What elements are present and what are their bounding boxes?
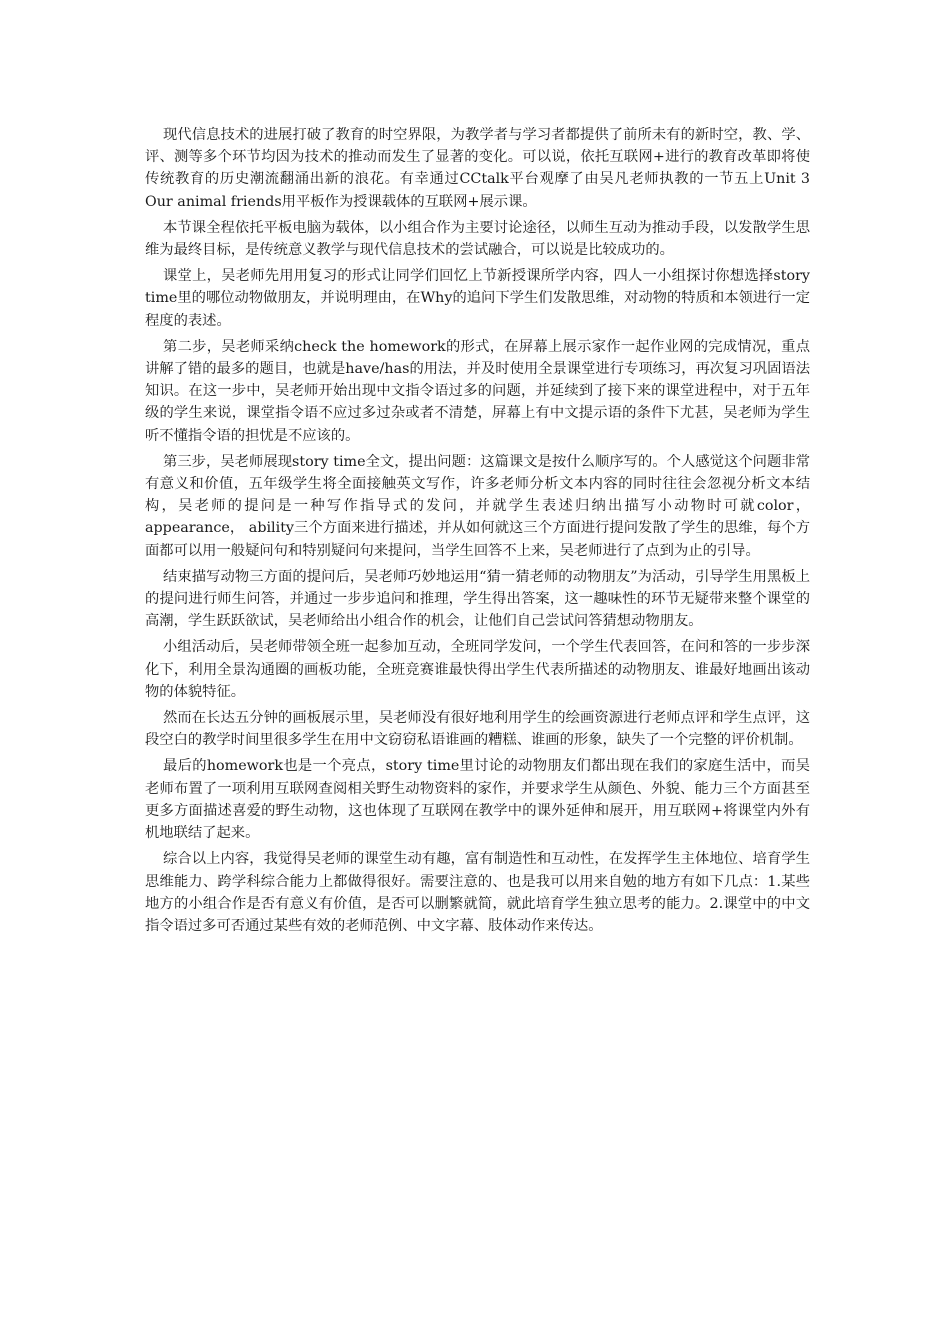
document-body — [145, 124, 810, 941]
paragraph-3: 课堂上，吴老师先用用复习的形式让同学们回忆上节新授课所学内容，四人一小组探讨你想选择story time里的哪位动物做朋友，并说明理由，在Why的追问下学生们发散思维，对动物的特质和本领进行一定程度的表述。 — [145, 268, 810, 329]
paragraph-8: 然而在长达五分钟的画板展示里，吴老师没有很好地利用学生的绘画资源进行老师点评和学生点评，这段空白的教学时间里很多学生在用中文窃窃私语谁画的糟糕、谁画的形象，缺失了一个完整的评价机制。 — [145, 710, 810, 749]
paragraph-2: 本节课全程依托平板电脑为载体，以小组合作为主要讨论途径，以师生互动为推动手段，以发散学生思维为最终目标，是传统意义教学与现代信息技术的尝试融合，可以说是比较成功的。 — [145, 219, 810, 259]
paragraph-1: 现代信息技术的进展打破了教育的时空界限，为教学者与学习者都提供了前所未有的新时空，教、学、评、测等多个环节均因为技术的推动而发生了显著的变化。可以说，依托互联网+进行的教育改革即将使传统教育的历史潮流翻涌出新的浪花。有幸通过CCtalk平台观摩了由吴凡老师执教的一节五上Unit 3 Our animal friends用平板作为授课载体的互联网+展示课。 — [145, 127, 810, 210]
paragraph-10: 综合以上内容，我觉得吴老师的课堂生动有趣，富有制造性和互动性，在发挥学生主体地位、培育学生思维能力、跨学科综合能力上都做得很好。需要注意的、也是我可以用来自勉的地方有如下几点：1.某些地方的小组合作是否有意义有价值，是否可以删繁就简，就此培育学生独立思考的能力。2.课堂中的中文指令语过多可否通过某些有效的老师范例、中文字幕、肢体动作来传达。 — [145, 851, 810, 934]
paragraph-4: 第二步，吴老师采纳check the homework的形式，在屏幕上展示家作一起作业网的完成情况，重点讲解了错的最多的题目，也就是have/has的用法，并及时使用全景课堂进行专项练习，再次复习巩固语法知识。在这一步中，吴老师开始出现中文指令语过多的问题，并延续到了接下来的课堂进程中，对于五年级的学生来说，课堂指令语不应过多过杂或者不清楚，屏幕上有中文提示语的条件下尤甚，吴老师为学生听不懂指令语的担忧是不应该的。 — [145, 338, 810, 444]
paragraph-9: 最后的homework也是一个亮点，story time里讨论的动物朋友们都出现在我们的家庭生活中，而吴老师布置了一项利用互联网查阅相关野生动物资料的家作，并要求学生从颜色、外貌、能力三个方面甚至更多方面描述喜爱的野生动物，这也体现了互联网在教学中的课外延伸和展开，用互联网+将课堂内外有机地联结了起来。 — [145, 758, 810, 842]
paragraph-6: 结束描写动物三方面的提问后，吴老师巧妙地运用“猜一猜老师的动物朋友”为活动，引导学生用黑板上的提问进行师生问答，并通过一步步追问和推理，学生得出答案，这一趣味性的环节无疑带来整个课堂的高潮，学生跃跃欲试，吴老师给出小组合作的机会，让他们自己尝试问答猜想动物朋友。 — [145, 568, 810, 630]
paragraph-5: 第三步，吴老师展现story time全文，提出问题：这篇课文是按什么顺序写的。个人感觉这个问题非常有意义和价值，五年级学生将全面接触英文写作，许多老师分析文本内容的同时往往会忽视分析文本结构，吴老师的提问是一种写作指导式的发问，并就学生表述归纳出描写小动物时可就color， appearance， ability三个方面来进行描述，并从如何就这三个方面进行提问发散了学生的思维，每个方面都可以用一般疑问句和特别疑问句来提问，当学生回答不上来，吴老师进行了点到为止的引导。 — [145, 453, 810, 559]
paragraph-7: 小组活动后，吴老师带领全班一起参加互动，全班同学发问，一个学生代表回答，在问和答的一步步深化下，利用全景沟通圈的画板功能，全班竞赛谁最快得出学生代表所描述的动物朋友、谁最好地画出该动物的体貌特征。 — [145, 639, 810, 700]
